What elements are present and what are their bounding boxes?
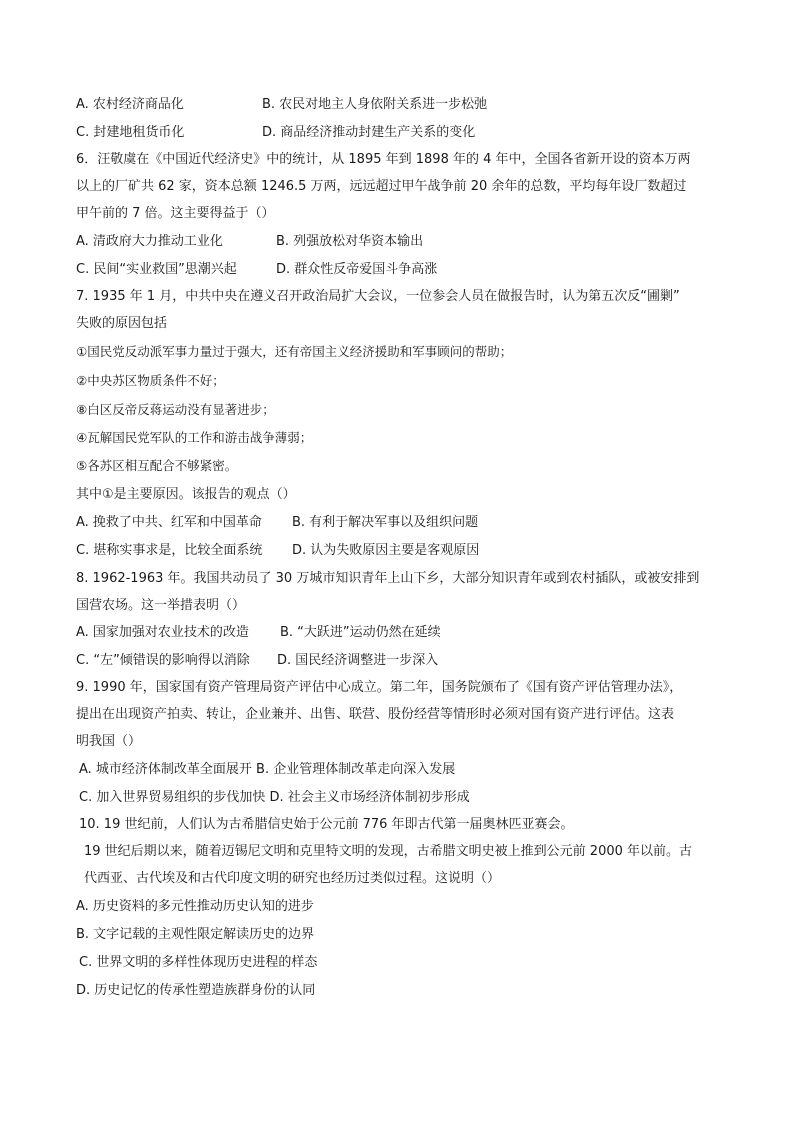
option-a-prev: A. 农村经济商品化 — [76, 97, 184, 112]
q6-option-d: D. 群众性反帝爱国斗争高涨 — [276, 262, 438, 277]
q10-option-a: A. 历史资料的多元性推动历史认知的进步 — [76, 899, 314, 914]
q6-option-b: B. 列强放松对华资本输出 — [276, 234, 424, 249]
q10-option-c: C. 世界文明的多样性体现历史进程的样态 — [79, 955, 318, 970]
q6-stem-line2: 以上的厂矿共 62 家，资本总额 1246.5 万两，远远超过甲午战争前 20 余年的总数，平均每年设厂数超过 — [76, 179, 687, 194]
q7-option-b: B. 有利于解决军事以及组织问题 — [292, 515, 479, 530]
q9-stem-line3: 明我国（） — [76, 734, 142, 749]
option-c-prev: C. 封建地租货币化 — [76, 125, 185, 140]
q7-reason-2: ②中央苏区物质条件不好； — [76, 373, 225, 388]
q9-options-ab: A. 城市经济体制改革全面展开 B. 企业管理体制改革走向深入发展 — [79, 762, 456, 777]
q7-reason-5: ⑤各苏区相互配合不够紧密。 — [76, 458, 238, 473]
q8-option-a: A. 国家加强对农业技术的改造 — [76, 625, 249, 640]
option-b-prev: B. 农民对地主人身依附关系进一步松弛 — [262, 97, 488, 112]
q10-option-d: D. 历史记忆的传承性塑造族群身份的认同 — [76, 983, 316, 998]
q7-option-a: A. 挽救了中共、红军和中国革命 — [76, 515, 262, 530]
q7-option-c: C. 堪称实事求是，比较全面系统 — [76, 543, 263, 558]
q6-stem-line3: 甲午前的 7 倍。这主要得益于（） — [76, 206, 275, 221]
q7-reason-4: ④瓦解国民党军队的工作和游击战争薄弱； — [76, 430, 313, 445]
q9-options-cd: C. 加入世界贸易组织的步伐加快 D. 社会主义市场经济体制初步形成 — [79, 790, 470, 805]
q9-stem-line2: 提出在出现资产拍卖、转让，企业兼并、出售、联营、股份经营等情形时必须对国有资产进行评估。这表 — [76, 707, 675, 722]
q7-reason-1: ①国民党反动派军事力量过于强大，还有帝国主义经济援助和军事顾问的帮助； — [76, 344, 513, 359]
q10-stem-line3: 代西亚、古代埃及和古代印度文明的研究也经历过类似过程。这说明（） — [84, 871, 501, 886]
q7-reason-3: ⑧白区反帝反蒋运动没有显著进步； — [76, 402, 275, 417]
q7-stem-line1: 7. 1935 年 1 月，中共中央在遵义召开政治局扩大会议，一位参会人员在做报告时，认为第五次反“圃剿” — [76, 289, 680, 304]
q8-option-c: C. “左”倾错误的影响得以消除 — [76, 653, 250, 668]
q6-option-a: A. 清政府大力推动工业化 — [76, 234, 223, 249]
q10-stem-line1: 10. 19 世纪前，人们认为古希腊信史始于公元前 776 年即古代第一届奥林匹亚赛会。 — [79, 817, 574, 832]
q10-option-b: B. 文字记载的主观性限定解读历史的边界 — [76, 927, 315, 942]
q9-stem-line1: 9. 1990 年，国家国有资产管理局资产评估中心成立。第二年，国务院颁布了《国有资产评估管理办法》， — [76, 680, 683, 695]
q7-stem-line2: 失败的原因包括 — [76, 316, 168, 331]
q8-stem-line2: 国营农场。这一举措表明（） — [76, 598, 246, 613]
q10-stem-line2: 19 世纪后期以来，随着迈锡尼文明和克里特文明的发现，古希腊文明史被上推到公元前 2000 年以前。古 — [84, 844, 693, 859]
q8-stem-line1: 8. 1962-1963 年。我国共动员了 30 万城市知识青年上山下乡，大部分知识青年或到农村插队，或被安排到 — [76, 571, 700, 586]
q7-question: 其中①是主要原因。该报告的观点（） — [76, 487, 296, 502]
q8-option-d: D. 国民经济调整进一步深入 — [277, 653, 439, 668]
q6-stem-line1: 6．汪敬虞在《中国近代经济史》中的统计，从 1895 年到 1898 年的 4 年中，全国各省新开设的资本万两 — [76, 152, 691, 167]
q7-option-d: D. 认为失败原因主要是客观原因 — [292, 543, 480, 558]
q8-option-b: B. “大跃进”运动仍然在延续 — [280, 625, 441, 640]
option-d-prev: D. 商品经济推动封建生产关系的变化 — [262, 125, 476, 140]
q6-option-c: C. 民间“实业救国”思潮兴起 — [76, 262, 237, 277]
